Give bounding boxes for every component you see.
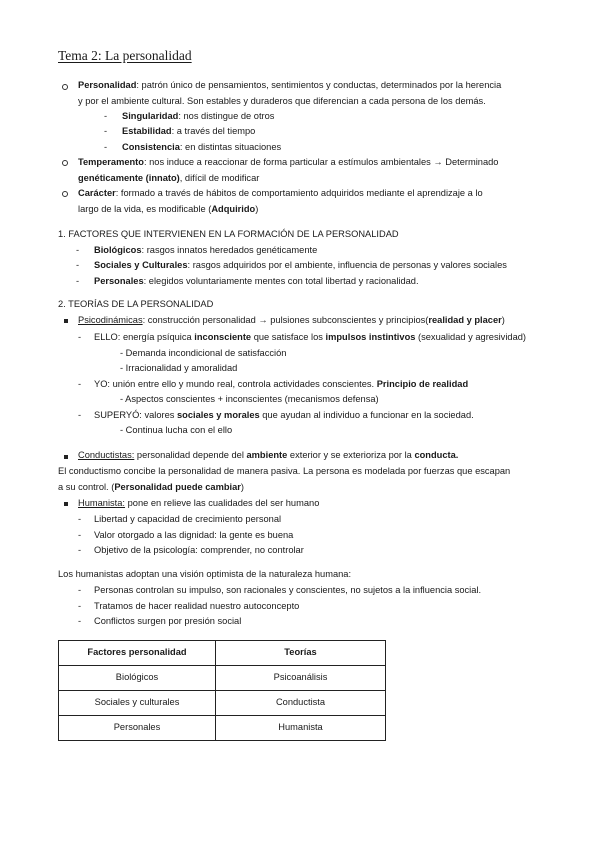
table-cell: Sociales y culturales <box>59 691 216 716</box>
dash-icon: - <box>78 585 82 595</box>
conductismo-paragraph: El conductismo concibe la personalidad de manera pasiva. La persona es modelada por fuerzas que escapan <box>58 466 511 476</box>
section-2-heading: 2. TEORÍAS DE LA PERSONALIDAD <box>58 299 214 309</box>
table-cell: Humanista <box>216 716 386 741</box>
estabilidad-item: Estabilidad: a través del tiempo <box>122 126 256 136</box>
table-header-row <box>59 641 386 666</box>
table-cell: Psicoanálisis <box>216 666 386 691</box>
table-row <box>59 666 386 691</box>
caracter-definition-cont: largo de la vida, es modificable (Adquirido) <box>78 204 259 214</box>
yo-subitem: - Aspectos conscientes + inconscientes (mecanismos defensa) <box>120 394 379 404</box>
humanista-subitem: Libertad y capacidad de crecimiento personal <box>94 514 282 524</box>
personalidad-definition-cont: y por el ambiente cultural. Son estables y duraderos que diferencian a cada persona de los demás. <box>78 96 486 106</box>
conductistas-item: Conductistas: personalidad depende del ambiente exterior y se exterioriza por la conducta. <box>78 450 459 460</box>
ello-item: ELLO: energía psíquica inconsciente que satisface los impulsos instintivos (sexualidad y agresividad) <box>94 332 527 342</box>
personalidad-definition: Personalidad: patrón único de pensamientos, sentimientos y conductas, determinados por la herencia <box>78 80 502 90</box>
humanistas-subitem: Tratamos de hacer realidad nuestro autoconcepto <box>94 601 300 611</box>
dash-icon: - <box>78 514 82 524</box>
humanista-item: Humanista: pone en relieve las cualidades del ser humano <box>78 498 320 508</box>
humanista-subitem: Valor otorgado a las dignidad: la gente es buena <box>94 530 294 540</box>
square-bullet-icon <box>64 319 68 323</box>
factor-item: Biológicos: rasgos innatos heredados genéticamente <box>94 245 318 255</box>
square-bullet-icon <box>64 455 68 459</box>
dash-icon: - <box>78 379 82 389</box>
factor-item: Personales: elegidos voluntariamente mentes con total libertad y racionalidad. <box>94 276 419 286</box>
humanista-subitem: Objetivo de la psicología: comprender, no controlar <box>94 545 304 555</box>
dash-icon: - <box>76 245 80 255</box>
circle-bullet-icon <box>62 191 68 197</box>
ello-subitem: - Demanda incondicional de satisfacción <box>120 348 287 358</box>
dash-icon: - <box>78 545 82 555</box>
dash-icon: - <box>78 530 82 540</box>
humanistas-subitem: Personas controlan su impulso, son racionales y conscientes, no sujetos a la influencia social. <box>94 585 482 595</box>
dash-icon: - <box>104 111 108 121</box>
superyo-subitem: - Continua lucha con el ello <box>120 425 233 435</box>
square-bullet-icon <box>64 502 68 506</box>
factor-item: Sociales y Culturales: rasgos adquiridos por el ambiente, influencia de personas y valores sociales <box>94 260 507 270</box>
humanistas-subitem: Conflictos surgen por presión social <box>94 616 242 626</box>
ello-subitem: - Irracionalidad y amoralidad <box>120 363 238 373</box>
table-row <box>59 691 386 716</box>
section-1-heading: 1. FACTORES QUE INTERVIENEN EN LA FORMACIÓN DE LA PERSONALIDAD <box>58 229 399 239</box>
factors-table <box>58 640 386 741</box>
table-header-cell: Teorías <box>216 641 386 666</box>
table-cell: Conductista <box>216 691 386 716</box>
consistencia-item: Consistencia: en distintas situaciones <box>122 142 282 152</box>
table-header-cell: Factores personalidad <box>59 641 216 666</box>
caracter-definition: Carácter: formado a través de hábitos de comportamiento adquiridos mediante el aprendizaje a lo <box>78 188 483 198</box>
psicodinamicas-item: Psicodinámicas: construcción personalidad → pulsiones subconscientes y principios(realidad y placer) <box>78 315 505 325</box>
temperamento-definition: Temperamento: nos induce a reaccionar de forma particular a estímulos ambientales → Determinado <box>78 157 499 167</box>
circle-bullet-icon <box>62 160 68 166</box>
dash-icon: - <box>76 260 80 270</box>
conductismo-paragraph-cont: a su control. (Personalidad puede cambiar) <box>58 482 245 492</box>
dash-icon: - <box>76 276 80 286</box>
dash-icon: - <box>78 616 82 626</box>
dash-icon: - <box>104 126 108 136</box>
dash-icon: - <box>78 410 82 420</box>
page-title: Tema 2: La personalidad <box>58 48 192 63</box>
yo-item: YO: unión entre ello y mundo real, controla actividades conscientes. Principio de realidad <box>94 379 469 389</box>
table-row <box>59 716 386 741</box>
humanistas-paragraph: Los humanistas adoptan una visión optimista de la naturaleza humana: <box>58 569 352 579</box>
singularidad-item: Singularidad: nos distingue de otros <box>122 111 275 121</box>
table-cell: Biológicos <box>59 666 216 691</box>
temperamento-definition-cont: genéticamente (innato), difícil de modificar <box>78 173 260 183</box>
table-cell: Personales <box>59 716 216 741</box>
dash-icon: - <box>78 601 82 611</box>
dash-icon: - <box>78 332 82 342</box>
superyo-item: SUPERYÓ: valores sociales y morales que ayudan al individuo a funcionar en la sociedad. <box>94 410 474 420</box>
circle-bullet-icon <box>62 84 68 90</box>
dash-icon: - <box>104 142 108 152</box>
